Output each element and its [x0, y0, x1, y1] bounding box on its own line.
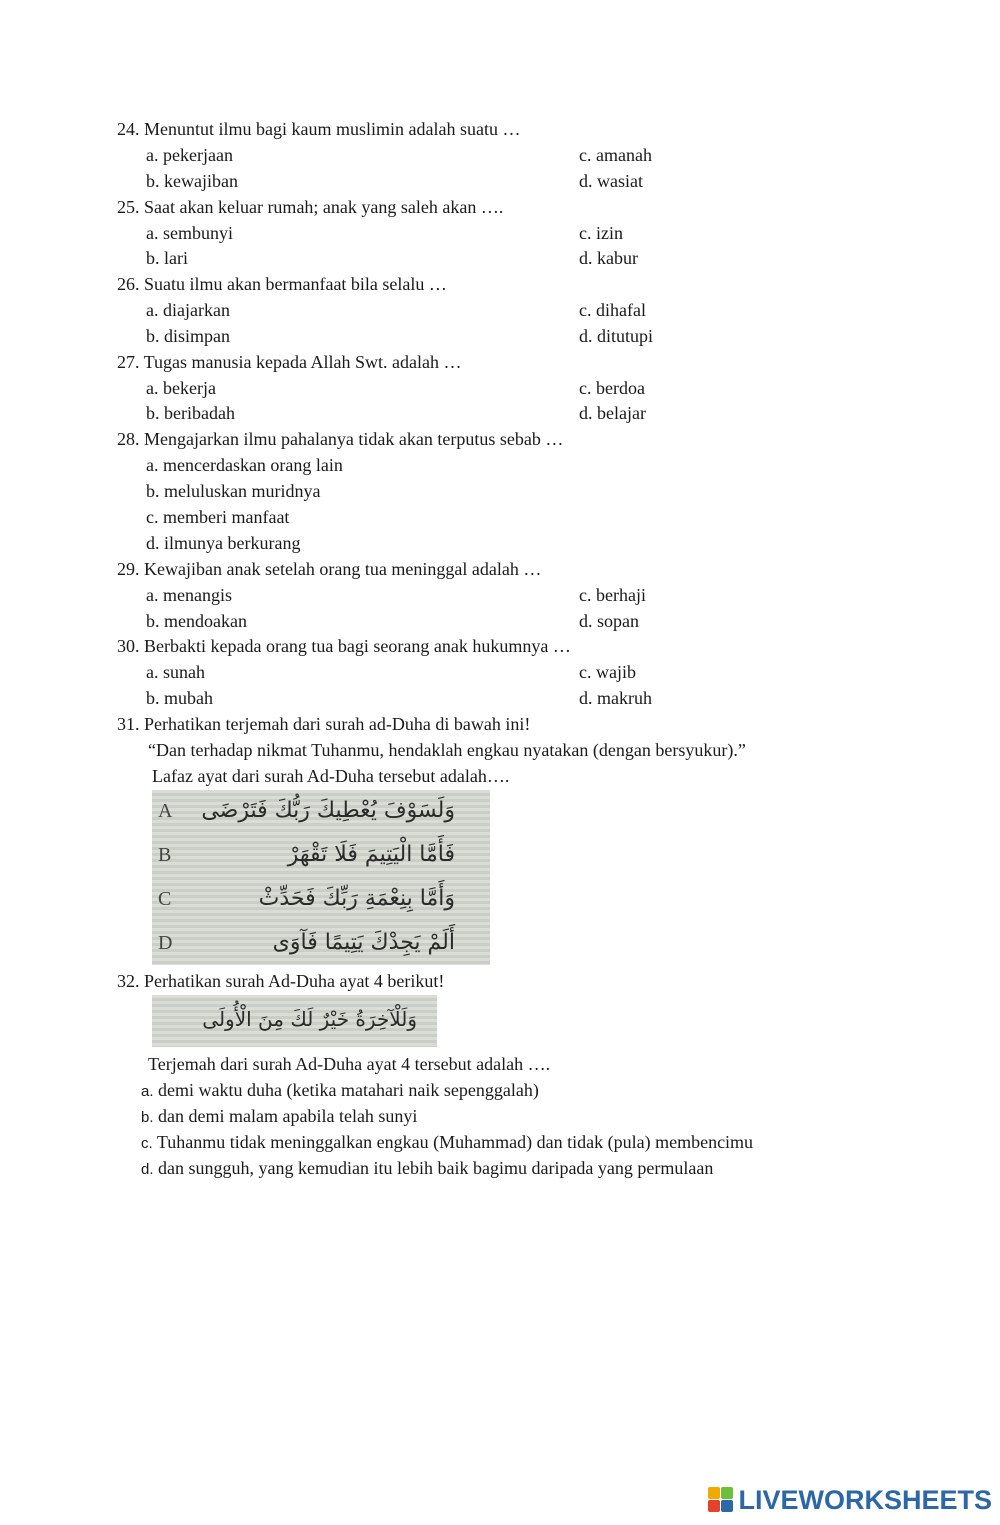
- option-24c[interactable]: c. amanah: [579, 145, 652, 165]
- option-letter: d.: [141, 1161, 154, 1178]
- option-27a[interactable]: a. bekerja: [146, 378, 216, 398]
- option-27d[interactable]: d. belajar: [579, 403, 646, 423]
- option-text: demi waktu duha (ketika matahari naik sepenggalah): [158, 1080, 539, 1100]
- option-26b[interactable]: b. disimpan: [146, 326, 230, 346]
- question-27: 27. Tugas manusia kepada Allah Swt. adalah …: [117, 352, 462, 372]
- ayat-4-image: [152, 995, 437, 1047]
- option-32d[interactable]: [141, 1157, 713, 1181]
- option-30a[interactable]: a. sunah: [146, 662, 205, 682]
- arabic-ayat: وَأَمَّا بِنِعْمَةِ رَبِّكَ فَحَدِّثْ: [258, 886, 455, 911]
- option-27c[interactable]: c. berdoa: [579, 378, 645, 398]
- liveworksheets-logo-icon: [708, 1487, 734, 1513]
- option-28d[interactable]: d. ilmunya berkurang: [146, 533, 301, 553]
- question-32: 32. Perhatikan surah Ad-Duha ayat 4 berikut!: [117, 971, 445, 991]
- liveworksheets-logo[interactable]: [708, 1483, 992, 1517]
- image-option-letter: A: [158, 800, 173, 822]
- image-option-a[interactable]: [152, 792, 490, 832]
- option-25a[interactable]: a. sembunyi: [146, 223, 233, 243]
- question-30: 30. Berbakti kepada orang tua bagi seorang anak hukumnya …: [117, 636, 571, 656]
- arabic-ayat: فَأَمَّا الْيَتِيمَ فَلَا تَقْهَرْ: [287, 842, 455, 867]
- image-option-letter: D: [158, 932, 173, 954]
- option-25d[interactable]: d. kabur: [579, 248, 638, 268]
- option-30d[interactable]: d. makruh: [579, 688, 652, 708]
- image-option-d[interactable]: [152, 924, 490, 964]
- option-29a[interactable]: a. menangis: [146, 585, 232, 605]
- option-letter: b.: [141, 1109, 154, 1126]
- image-option-letter: C: [158, 888, 172, 910]
- option-text: Tuhanmu tidak meninggalkan engkau (Muhammad) dan tidak (pula) membencimu: [156, 1132, 754, 1152]
- option-30b[interactable]: b. mubah: [146, 688, 213, 708]
- image-option-c[interactable]: [152, 880, 490, 920]
- question-26: 26. Suatu ilmu akan bermanfaat bila selalu …: [117, 274, 447, 294]
- option-28a[interactable]: a. mencerdaskan orang lain: [146, 455, 343, 475]
- option-text: dan demi malam apabila telah sunyi: [158, 1106, 418, 1126]
- option-28b[interactable]: b. meluluskan muridnya: [146, 481, 321, 501]
- arabic-ayat: أَلَمْ يَجِدْكَ يَتِيمًا فَآوَى: [272, 930, 455, 955]
- option-25b[interactable]: b. lari: [146, 248, 188, 268]
- question-31-prompt: Lafaz ayat dari surah Ad-Duha tersebut adalah….: [152, 766, 510, 786]
- question-25: 25. Saat akan keluar rumah; anak yang saleh akan ….: [117, 197, 504, 217]
- option-26a[interactable]: a. diajarkan: [146, 300, 230, 320]
- question-32-prompt: Terjemah dari surah Ad-Duha ayat 4 tersebut adalah ….: [148, 1054, 551, 1074]
- option-29d[interactable]: d. sopan: [579, 611, 639, 631]
- question-24: 24. Menuntut ilmu bagi kaum muslimin adalah suatu …: [117, 119, 521, 139]
- question-28: 28. Mengajarkan ilmu pahalanya tidak akan terputus sebab …: [117, 429, 564, 449]
- option-28c[interactable]: c. memberi manfaat: [146, 507, 290, 527]
- option-24b[interactable]: b. kewajiban: [146, 171, 238, 191]
- option-26c[interactable]: c. dihafal: [579, 300, 646, 320]
- option-letter: a.: [141, 1083, 154, 1100]
- option-29b[interactable]: b. mendoakan: [146, 611, 247, 631]
- logo-text: LIVEWORKSHEETS: [738, 1484, 992, 1515]
- image-option-letter: B: [158, 844, 172, 866]
- option-32a[interactable]: [141, 1079, 539, 1103]
- option-26d[interactable]: d. ditutupi: [579, 326, 654, 346]
- option-27b[interactable]: b. beribadah: [146, 403, 235, 423]
- option-letter: c.: [141, 1135, 153, 1152]
- option-29c[interactable]: c. berhaji: [579, 585, 646, 605]
- option-30c[interactable]: c. wajib: [579, 662, 636, 682]
- question-29: 29. Kewajiban anak setelah orang tua meninggal adalah …: [117, 559, 542, 579]
- option-24a[interactable]: a. pekerjaan: [146, 145, 233, 165]
- image-option-b[interactable]: [152, 836, 490, 876]
- option-text: dan sungguh, yang kemudian itu lebih baik bagimu daripada yang permulaan: [158, 1158, 714, 1178]
- option-32b[interactable]: [141, 1105, 417, 1129]
- arabic-ayat: وَلَلْآخِرَةُ خَيْرٌ لَكَ مِنَ الْأُولَى: [202, 1007, 417, 1031]
- arabic-ayat: وَلَسَوْفَ يُعْطِيكَ رَبُّكَ فَتَرْضَى: [201, 798, 455, 823]
- option-32c[interactable]: [141, 1131, 753, 1155]
- arabic-options-image: [152, 790, 490, 965]
- option-24d[interactable]: d. wasiat: [579, 171, 643, 191]
- option-25c[interactable]: c. izin: [579, 223, 623, 243]
- question-31: 31. Perhatikan terjemah dari surah ad-Duha di bawah ini!: [117, 714, 531, 734]
- question-31-quote: “Dan terhadap nikmat Tuhanmu, hendaklah engkau nyatakan (dengan bersyukur).”: [148, 740, 746, 760]
